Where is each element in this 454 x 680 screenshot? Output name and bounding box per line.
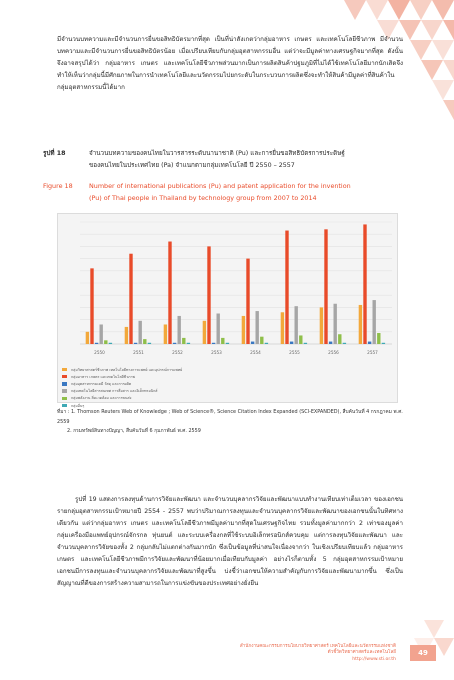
legend-swatch	[62, 375, 67, 378]
bar	[242, 316, 245, 344]
bar	[265, 343, 268, 344]
bar	[343, 343, 346, 344]
x-tick-label: 2551	[133, 350, 144, 355]
legend-swatch	[62, 404, 67, 407]
x-tick-label: 2553	[211, 350, 222, 355]
legend-item	[62, 388, 392, 395]
legend-swatch	[62, 368, 67, 371]
legend-item	[62, 395, 392, 402]
bar	[109, 343, 112, 344]
x-tick-label: 2556	[328, 350, 339, 355]
x-tick-label: 2552	[172, 350, 183, 355]
bar	[203, 321, 206, 344]
bar	[212, 343, 215, 344]
bar	[295, 306, 298, 344]
bar	[251, 342, 254, 344]
legend-item	[62, 380, 392, 387]
footer-line-2: ตัวชี้วัดวิทยาศาสตร์และเทคโนโลยี	[327, 650, 396, 656]
bar	[329, 342, 332, 344]
legend-label: กลุ่มอาหาร เกษตร และเทคโนโลยีชีวภาพ	[71, 374, 135, 379]
bar	[86, 332, 89, 344]
bar	[100, 324, 103, 344]
figure-title-english-line1: Number of international publications (Pu) and patent application for the invention	[89, 182, 351, 190]
legend-swatch	[62, 389, 67, 392]
legend-label: กลุ่มพลังงาน สิ่งแวดล้อม และการขนส่ง	[71, 396, 132, 401]
bar	[143, 339, 146, 344]
x-tick-label: 2557	[367, 350, 378, 355]
body-paragraph-2: รูปที่ 19 แสดงการลงทุนด้านการวิจัยและพัฒนา และจำนวนบุคลากรวิจัยและพัฒนาแบบทำงานเทียบเท่าเต็มเวลา ของเอกชน รายกลุ่มอุตสาหกรรมเป้าหมายปี 2554 - 2557 พบว่าปริมาณการลงทุนและจำนวนบุคลากรวิจัยและพัฒนาของเอกชนนั้นในทิศทางเดียวกัน แต่ว่ากลุ่มอาหาร เกษตร และเทคโนโลยีชีวภาพมีมูลค่ามากที่สุดในเศรษฐกิจไทย รวมทั้งมูลค่ามากกว่า 2 เท่าของมูลค่ากลุ่มเครื่องมือแพทย์อุปกรณ์จักรกล ทุ่นยนต์ และระบบเครื่องกลที่ใช้ระบบอิเล็กทรอนิกส์ควบคุม แต่การลงทุนวิจัยและพัฒนา และจำนวนบุคลากรวิจัยของทั้ง 2 กลุ่มกลับไม่แตกต่างกันมากนัก ซึ่งเป็นข้อมูลที่น่าสนใจเนื่องจากว่า ในเชิงเปรียบเทียบแล้ว กลุ่มอาหาร เกษตร และเทคโนโลยีชีวภาพมีการวิจัยและพัฒนาที่น้อยมากเมื่อเทียบกับมูลค่า อย่างไรก็ตามทั้ง 5 กลุ่มอุตสาหกรรมเป้าหมายเอกชนมีการลงทุนและจำนวนบุคลากรวิจัยและพัฒนาที่สูงขึ้น บ่งชี้ว่าเอกชนให้ความสำคัญกับการวิจัยและพัฒนามากขึ้น ซึ่งเป็นสัญญาณที่ดีของการสร้างความสามารถในการแข่งขันของประเทศอย่างยั่งยืน	[57, 496, 403, 587]
bar	[338, 334, 341, 344]
bar	[226, 343, 229, 344]
figure-title-thai-line1: จำนวนบทความของคนไทยในวารสารระดับนานาชาติ (Pu) และการยื่นขอสิทธิบัตรการประดิษฐ์	[89, 150, 345, 157]
x-tick-label: 2554	[250, 350, 261, 355]
page-number: 49	[410, 645, 436, 661]
legend-label: กลุ่มอื่นๆ	[71, 403, 85, 408]
bar	[299, 335, 302, 344]
bar	[368, 342, 371, 344]
bar	[217, 314, 220, 345]
legend-swatch	[62, 382, 67, 385]
bar	[377, 333, 380, 344]
bar	[320, 307, 323, 344]
bar	[129, 254, 132, 344]
bar-chart	[57, 213, 398, 408]
bar	[134, 343, 137, 344]
footer-line-1: สำนักงานคณะกรรมการนโยบายวิทยาศาสตร์ เทคโนโลยีและนวัตกรรมแห่งชาติ	[239, 644, 396, 649]
bar	[182, 338, 185, 344]
legend-item	[62, 373, 392, 380]
figure-title-thai-line2: ของคนไทยในประเทศไทย (Pa) จำแนกตามกลุ่มเทคโนโลยี ปี 2550 – 2557	[89, 162, 295, 169]
bar	[285, 231, 288, 344]
footer-organization	[216, 644, 396, 663]
legend-item	[62, 366, 392, 373]
figure-label-thai: รูปที่ 18	[43, 150, 66, 157]
bar	[168, 242, 171, 344]
bar	[363, 224, 366, 344]
bar-chart-plot	[58, 214, 397, 364]
figure-caption-english	[43, 180, 403, 204]
bar	[173, 343, 176, 344]
bar	[382, 343, 385, 344]
source-note	[57, 408, 403, 437]
bar	[373, 300, 376, 344]
bar	[148, 343, 151, 344]
bar	[207, 246, 210, 344]
bar	[187, 343, 190, 344]
bar	[304, 343, 307, 344]
figure-title-english-line2: (Pu) of Thai people in Thailand by technology group from 2007 to 2014	[89, 194, 317, 202]
body-paragraph-1: มีจำนวนบทความและมีจำนวนการยื่นขอสิทธิบัตรมากที่สุด เป็นที่น่าสังเกตว่ากลุ่มอาหาร เกษตร และเทคโนโลยีชีวภาพ มีจำนวนบทความและมีจำนวนการยื่นขอสิทธิบัตรน้อย เมื่อเปรียบเทียบกับกลุ่มอุตสาหกรรมอื่น แต่ว่าจะมีมูลค่าทางเศรษฐกิจมากที่สุด ดังนั้นจึงอาจสรุปได้ว่า กลุ่มอาหาร เกษตร และเทคโนโลยีชีวภาพส่วนมากเป็นการผลิตสินค้าปฐมภูมิที่ไม่ได้ใช้เทคโนโลยีมากนักเสิดจึงทำให้เห็นว่ากลุ่มนี้มีศักยภาพในการนำเทคโนโลยีและนวัตกรรมไปยกระดับในกระบวนการผลิตซึ่งจะทำให้สินค้ามีมูลค่าที่สินค้าในกลุ่มอุตสาหกรรมนี้ได้มาก	[57, 36, 403, 91]
bar	[256, 311, 259, 344]
footer-url: http://www.sti.or.th	[352, 656, 396, 662]
figure-label-english: Figure 18	[43, 182, 73, 190]
bar	[260, 337, 263, 344]
bar	[324, 229, 327, 344]
bar	[90, 268, 93, 344]
chart-legend	[62, 366, 392, 409]
legend-swatch	[62, 397, 67, 400]
source-line-2: 2. กรมทรัพย์สินทางปัญญา, สืบค้นวันที่ 6 กุมภาพันธ์ พ.ศ. 2559	[67, 428, 201, 434]
bar	[334, 304, 337, 344]
bar	[104, 340, 107, 344]
bar	[221, 338, 224, 344]
legend-label: กลุ่มเทคโนโลยีสารสนเทศ การสื่อสาร และอิเล็กทรอนิกส์	[71, 389, 158, 394]
bar	[290, 342, 293, 344]
legend-label: กลุ่มวิทยาศาสตร์ชีวภาพ เทคโนโลยีทางการแพทย์ และอุปกรณ์การแพทย์	[71, 367, 183, 372]
bar	[95, 343, 98, 344]
source-line-1: ที่มา : 1. Thomson Reuters Web of Knowledge ; Web of Science®, Science Citation Index Expanded (SCI-EXPANDED), สืบค้นวันที่ 4 กรกฎาคม พ.ศ. 2559	[57, 409, 403, 425]
bar	[139, 321, 142, 344]
bar	[281, 312, 284, 344]
bar	[164, 324, 167, 344]
x-tick-label: 2550	[94, 350, 105, 355]
x-tick-label: 2555	[289, 350, 300, 355]
figure-caption-thai	[43, 148, 403, 172]
bar	[246, 259, 249, 344]
legend-label: กลุ่มอุตสาหกรรมเคมี วัสดุ และการผลิต	[71, 381, 132, 386]
bar	[359, 305, 362, 344]
bar	[178, 316, 181, 344]
bar	[125, 327, 128, 344]
